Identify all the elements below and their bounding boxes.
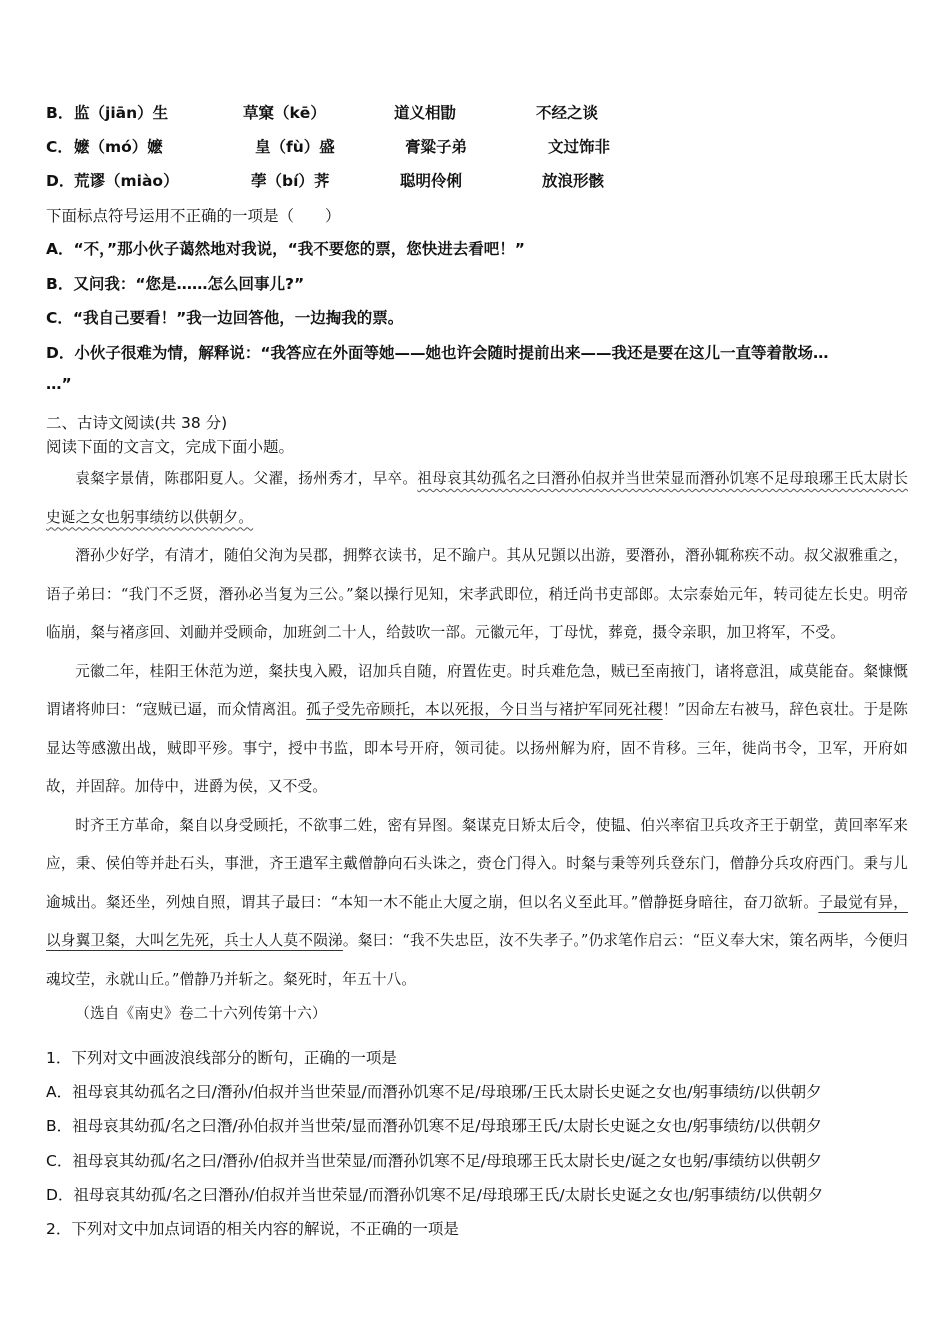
underlined-sentence: 孤子受先帝顾托，本以死报，今日当与褚护军同死社稷 [306, 701, 663, 718]
question-1-option-d: D．祖母哀其幼孤/名之曰潛孙/伯叔并当世荣显/而潛孙饥寒不足/母琅琊王氏/太尉长史诞之女也/躬事绩纺/以供朝夕 [46, 1186, 823, 1204]
passage-paragraph-3: 元徽二年，桂阳王休范为逆，粲扶曳入殿，诏加兵自随，府置佐吏。时兵难危急，贼已至南掖门，诸将意沮，咸莫能奋。粲慷慨谓诸将帅曰：“寇贼已逼，而众情离沮。孤子受先帝顾托，本以死报，今日当与褚护军同死社稷！”因命左右被马，辞色哀壮。于是陈显达等感激出战，贼即平殄。事宁，授中书监，即本号开府，领司徒。以扬州解为府，固不肯移。三年，徙尚书令，卫军，开府如故，并固辞。加侍中，进爵为侯，又不受。 [46, 662, 908, 795]
option-item: 嬷（mó）嬷 [74, 138, 163, 156]
question-1-option-a: A．祖母哀其幼孤名之曰/潛孙/伯叔并当世荣显/而潛孙饥寒不足/母琅琊/王氏太尉长史诞之女也/躬事绩纺/以供朝夕 [46, 1083, 822, 1101]
section-instruction: 阅读下面的文言文，完成下面小题。 [46, 438, 295, 456]
option-d: D．小伙子很难为情，解释说：“我答应在外面等她——她也许会随时提前出来——我还是要在这儿一直等着散场… [46, 344, 829, 362]
option-item: 荒谬（miào） [74, 172, 179, 190]
option-item: 放浪形骸 [542, 172, 605, 190]
passage-paragraph-4: 时齐王方革命，粲自以身受顾托，不欲事二姓，密有异图。粲谋克日矫太后令，使韫、伯兴率宿卫兵攻齐王于朝堂，黄回率军来应，秉、侯伯等并赴石头，事泄，齐王遣军主戴僧静向石头诛之，赍仓门得入。时粲与秉等列兵登东门，僧静分兵攻府西门。秉与儿逾城出。粲还坐，列烛自照，谓其子最曰：“本知一木不能止大厦之崩，但以名义至此耳。”僧静挺身暗往，奋刀欲斩。子最觉有异，以身翼卫粲，大叫乞先死，兵士人人莫不陨涕。粲曰：“我不失忠臣，汝不失孝子。”仍求笔作启云：“臣义奉大宋，策名两毕，今便归魂坟茔，永就山丘。”僧静乃并斩之。粲死时，年五十八。 [46, 816, 908, 988]
option-b: B．又问我：“您是……怎么回事儿?” [46, 275, 305, 293]
option-item: 监（jiān）生 [74, 104, 169, 122]
option-c: C．“我自己要看！”我一边回答他，一边掏我的票。 [46, 309, 404, 327]
option-label: C． [46, 138, 73, 156]
option-item: 荸（bí）荠 [251, 172, 330, 190]
option-item: 文过饰非 [548, 138, 611, 156]
option-item: 道义相勖 [394, 104, 457, 122]
section-title: 二、古诗文阅读(共 38 分) [46, 414, 228, 432]
passage-source: （选自《南史》卷二十六列传第十六） [75, 1005, 327, 1022]
question-1-stem: 1．下列对文中画波浪线部分的断句，正确的一项是 [46, 1049, 397, 1067]
option-item: 膏粱子弟 [405, 138, 468, 156]
passage-paragraph-2: 潛孙少好学，有清才，随伯父洵为吴郡，拥弊衣读书，足不踰户。其从兄顗以出游，要潛孙，潛孙辄称疾不动。叔父淑雅重之，语子弟曰：“我门不乏贤，潛孙必当复为三公。”粲以操行见知，宋孝武即位，稍迁尚书吏部郎。太宗泰始元年，转司徒左长史。明帝临崩，粲与褚彦回、刘勔并受顾命，加班剑二十人，给鼓吹一部。元徽元年，丁母忧，葬竟，摄令亲职，加卫将军，不受。 [46, 547, 908, 641]
option-item: 聪明伶俐 [400, 172, 463, 190]
question-1-option-b: B．祖母哀其幼孤/名之曰潛/孙伯叔并当世荣/显而潛孙饥寒不足/母琅琊王氏/太尉长史诞之女也/躬事绩纺/以供朝夕 [46, 1117, 822, 1135]
wavy-underlined-text: 祖母哀其幼孤名之曰潛孙伯叔并当世荣显而潛孙饥寒不足母琅琊王氏太尉长史诞之女也躬事绩纺以供朝夕。 [46, 470, 908, 526]
option-a: A．“不，”那小伙子蔼然地对我说，“我不要您的票，您快进去看吧！” [46, 240, 525, 258]
option-label: D． [46, 172, 75, 190]
underlined-sentence: 子最觉有异，以身翼卫粲，大叫乞先死，兵士人人莫不陨涕 [46, 893, 908, 949]
question-1-option-c: C．祖母哀其幼孤/名之曰/潛孙/伯叔并当世荣显/而潛孙饥寒不足/母琅琊王氏太尉长史/诞之女也躬/事绩纺以供朝夕 [46, 1152, 822, 1170]
question-2-stem: 2．下列对文中加点词语的相关内容的解说，不正确的一项是 [46, 1220, 459, 1238]
passage [46, 460, 908, 1029]
option-item: 不经之谈 [536, 104, 599, 122]
option-d-continuation: …” [46, 375, 72, 393]
passage-paragraph-1: 袁粲字景倩，陈郡阳夏人。父濯，扬州秀才，早卒。祖母哀其幼孤名之曰潛孙伯叔并当世荣显而潛孙饥寒不足母琅琊王氏太尉长史诞之女也躬事绩纺以供朝夕。 [46, 470, 908, 526]
option-item: 皇（fù）盛 [255, 138, 335, 156]
option-item: 草窠（kē） [243, 104, 326, 122]
question-stem: 下面标点符号运用不正确的一项是（ ） [46, 207, 341, 225]
option-label: B． [46, 104, 74, 122]
